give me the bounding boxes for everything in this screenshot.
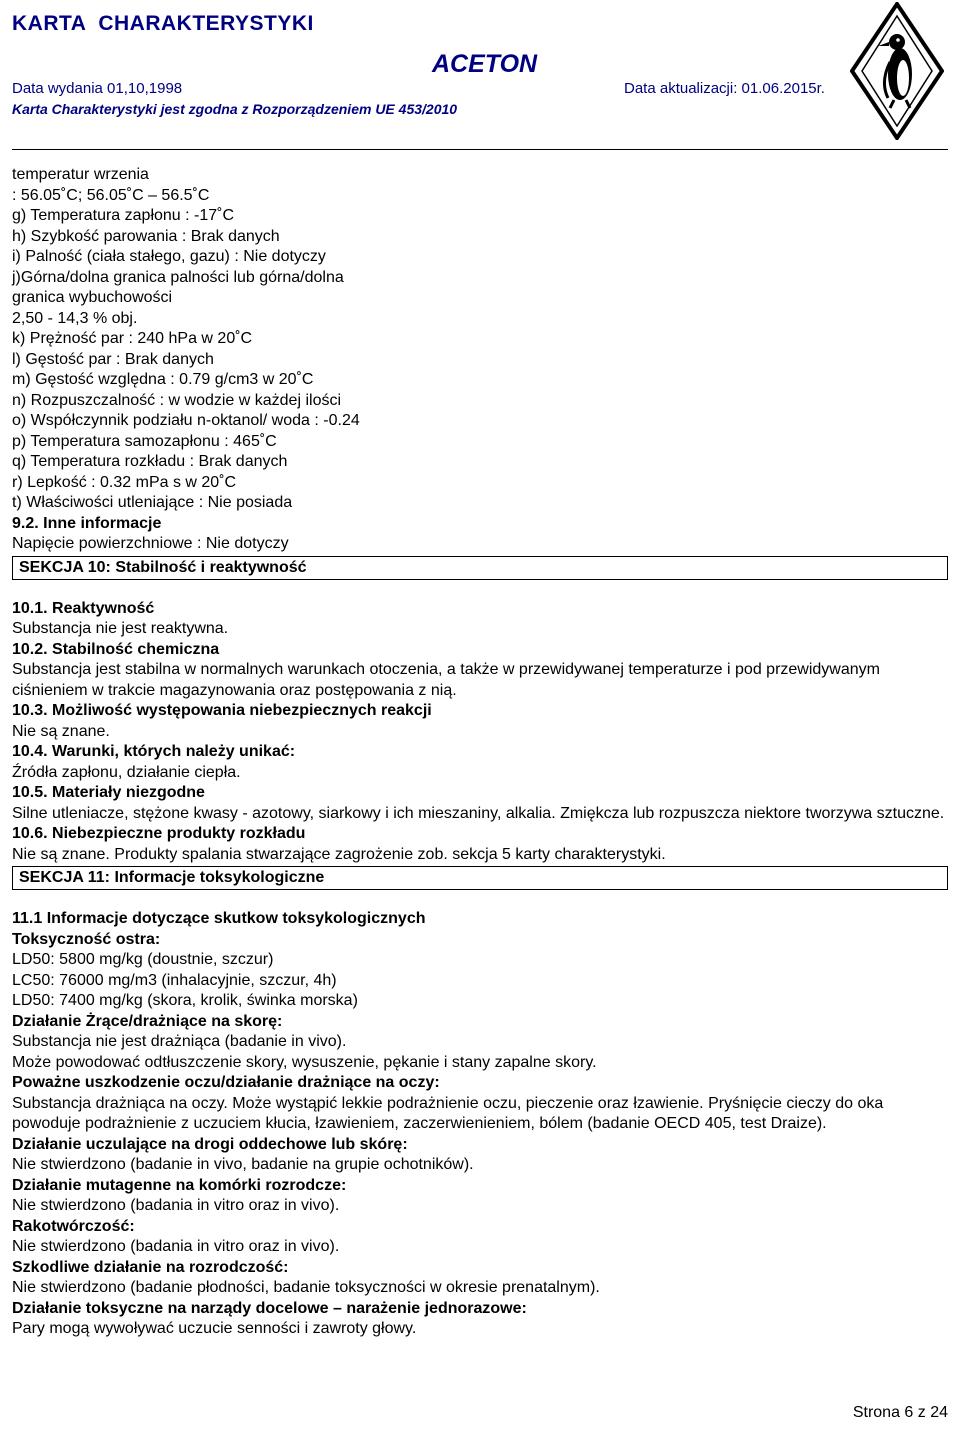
text-line: LD50: 7400 mg/kg (skora, krolik, świnka morska)	[12, 992, 358, 1009]
page-number: Strona 6 z 24	[852, 1404, 948, 1421]
subsection-heading: 11.1 Informacje dotyczące skutkow toksykologicznych	[12, 910, 426, 927]
text-line: temperatur wrzenia	[12, 166, 149, 183]
text-line: Substancja nie jest drażniąca (badanie in vivo).	[12, 1033, 347, 1050]
subsection-heading: Szkodliwe działanie na rozrodczość:	[12, 1258, 289, 1276]
header-rule	[12, 149, 948, 150]
subsection-heading: Działanie Żrące/drażniące na skorę:	[12, 1012, 283, 1030]
subsection-heading: 9.2. Inne informacje	[12, 514, 162, 532]
doc-title: KARTA CHARAKTERYSTYKI	[12, 12, 314, 35]
text-line: Pary mogą wywoływać uczucie senności i zawroty głowy.	[12, 1320, 417, 1337]
text-paragraph: Substancja drażniąca na oczy. Może wystąpić lekkie podrażnienie oczu, pieczenie oraz łzawienie. Pryśnięcie cieczy do oka powoduje podrażnienie z uczuciem kłucia, łzawieniem, zaczerwienieniem, bólem (badanie OECD 405, test Draize).	[12, 1094, 884, 1132]
document-body	[12, 165, 948, 1340]
text-line: granica wybuchowości	[12, 289, 173, 306]
subsection-heading: 10.4. Warunki, których należy unikać:	[12, 743, 296, 760]
issue-date: Data wydania 01,10,1998	[12, 80, 183, 97]
text-line: r) Lepkość : 0.32 mPa s w 20˚C	[12, 473, 237, 491]
text-line: k) Prężność par : 240 hPa w 20˚C	[12, 330, 253, 347]
text-line: m) Gęstość względna : 0.79 g/cm3 w 20˚C	[12, 371, 314, 388]
text-line: j)Górna/dolna granica palności lub górna/dolna	[12, 268, 344, 286]
text-line: Nie są znane.	[12, 722, 110, 740]
text-line: p) Temperatura samozapłonu : 465˚C	[12, 432, 277, 450]
subsection-heading: 10.2. Stabilność chemiczna	[12, 640, 220, 658]
subsection-heading: Działanie mutagenne na komórki rozrodcze:	[12, 1176, 347, 1194]
text-line: o) Współczynnik podziału n-oktanol/ woda : -0.24	[12, 412, 360, 429]
text-line: Substancja nie jest reaktywna.	[12, 620, 229, 637]
text-line: Może powodować odtłuszczenie skory, wysuszenie, pękanie i stany zapalne skory.	[12, 1053, 597, 1071]
text-line: Nie stwierdzono (badania in vitro oraz in vivo).	[12, 1197, 340, 1214]
text-paragraph: Silne utleniacze, stężone kwasy - azotowy, siarkowy i ich mieszaniny, alkalia. Zmiękcza lub rozpuszcza niektore tworzywa sztuczne.	[12, 804, 945, 822]
subsection-heading: Rakotwórczość:	[12, 1217, 135, 1235]
section-10-header: SEKCJA 10: Stabilność i reaktywność	[12, 556, 948, 580]
text-line: n) Rozpuszczalność : w wodzie w każdej ilości	[12, 391, 342, 409]
text-line: Nie stwierdzono (badanie in vivo, badanie na grupie ochotników).	[12, 1156, 474, 1173]
text-paragraph: Substancja jest stabilna w normalnych warunkach otoczenia, a także w przewidywanej temperaturze i pod przewidywanym ciśnieniem w trakcie magazynowania oraz postępowania z nią.	[12, 661, 880, 699]
subsection-heading: 10.1. Reaktywność	[12, 599, 155, 617]
subsection-heading: Działanie uczulające na drogi oddechowe lub skórę:	[12, 1135, 408, 1153]
text-line: Nie są znane. Produkty spalania stwarzające zagrożenie zob. sekcja 5 karty charakterystyki.	[12, 845, 666, 863]
subsection-heading: Poważne uszkodzenie oczu/działanie drażniące na oczy:	[12, 1074, 440, 1091]
text-line: l) Gęstość par : Brak danych	[12, 350, 214, 368]
section-11-header: SEKCJA 11: Informacje toksykologiczne	[12, 866, 948, 890]
regulation-note: Karta Charakterystyki jest zgodna z Rozporządzeniem UE 453/2010	[12, 101, 458, 117]
text-line: LD50: 5800 mg/kg (doustnie, szczur)	[12, 951, 274, 968]
text-line: g) Temperatura zapłonu : -17˚C	[12, 207, 235, 224]
text-line: Nie stwierdzono (badanie płodności, badanie toksyczności w okresie prenatalnym).	[12, 1279, 600, 1296]
text-line: Napięcie powierzchniowe : Nie dotyczy	[12, 535, 289, 552]
text-line: q) Temperatura rozkładu : Brak danych	[12, 453, 288, 470]
text-line: 2,50 - 14,3 % obj.	[12, 309, 138, 327]
text-line: Nie stwierdzono (badania in vitro oraz in vivo).	[12, 1238, 340, 1255]
subsection-heading: 10.3. Możliwość występowania niebezpiecznych reakcji	[12, 702, 432, 719]
text-line: i) Palność (ciała stałego, gazu) : Nie dotyczy	[12, 248, 326, 265]
penguin-logo	[850, 2, 944, 140]
text-line: : 56.05˚C; 56.05˚C – 56.5˚C	[12, 186, 210, 204]
text-line: t) Właściwości utleniające : Nie posiada	[12, 494, 293, 511]
update-date: Data aktualizacji: 01.06.2015r.	[624, 80, 825, 97]
subsection-heading: Toksyczność ostra:	[12, 930, 161, 948]
subsection-heading: Działanie toksyczne na narządy docelowe – narażenie jednorazowe:	[12, 1299, 527, 1317]
text-line: LC50: 76000 mg/m3 (inhalacyjnie, szczur, 4h)	[12, 971, 337, 989]
subsection-heading: 10.5. Materiały niezgodne	[12, 784, 205, 801]
product-name: ACETON	[432, 50, 538, 78]
text-line: h) Szybkość parowania : Brak danych	[12, 227, 280, 245]
text-line: Źródła zapłonu, działanie ciepła.	[12, 763, 241, 781]
subsection-heading: 10.6. Niebezpieczne produkty rozkładu	[12, 825, 306, 842]
